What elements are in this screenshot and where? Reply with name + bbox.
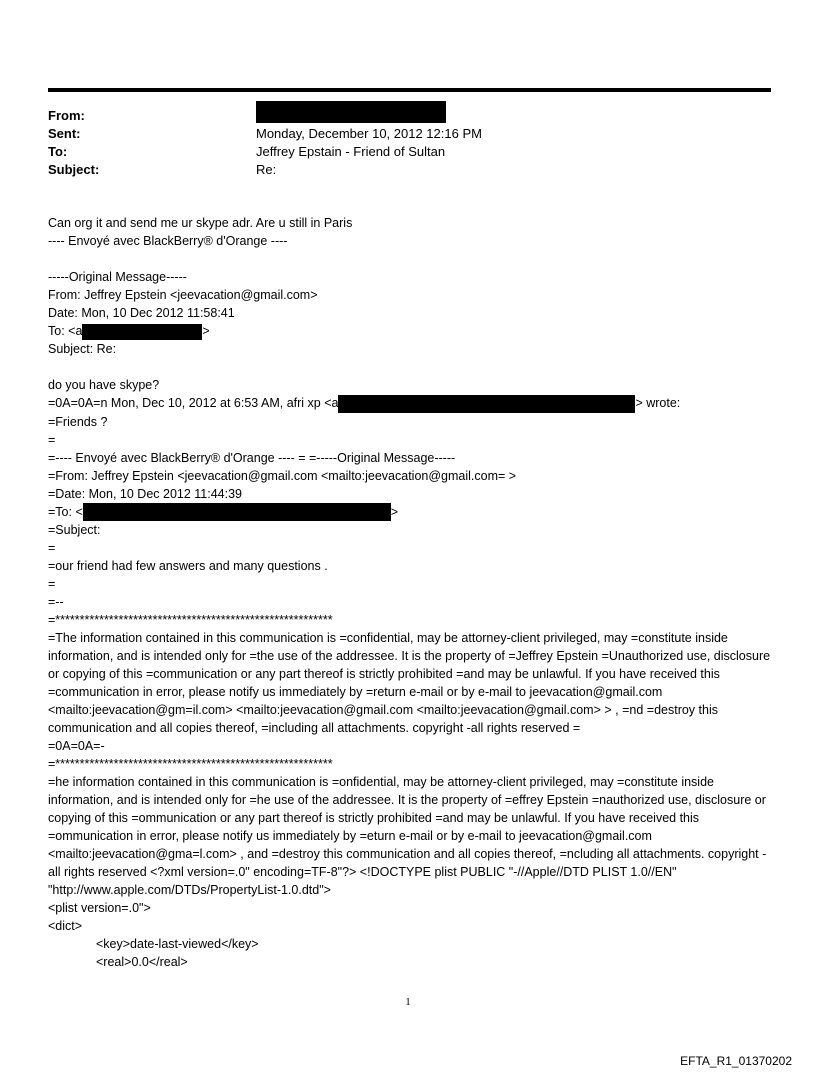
- document-id: EFTA_R1_01370202: [680, 1054, 792, 1068]
- disclaimer-paragraph: =The information contained in this communication is =confidential, may be attorney-client privileged, may =constitute inside information, and is intended only for =the use of the addressee. It is the property of =Jeffrey Epstein =Unauthorized use, disclosure or copying of this =communication or any part thereof is strictly prohibited =and may be unlawful. If you have received this =communication in error, please notify us immediately by =return e-mail or by e-mail to jeevacation@gmail.com <mailto:jeevacation@gm=il.com> <mailto:jeevacation@gmail.com <mailto:jeevacation@gmail.com> > , =nd =destroy this communication and all copies thereof, =including all attachments. copyright -all rights reserved =: [48, 631, 771, 736]
- subject-value: Re:: [256, 162, 277, 177]
- body-line: =Subject:: [48, 523, 101, 538]
- body-line: Can org it and send me ur skype adr. Are u still in Paris: [48, 216, 353, 230]
- redaction-block: [82, 324, 202, 340]
- body-line: =*********************************************************: [48, 613, 333, 628]
- body-line: =Friends ?: [48, 414, 108, 429]
- body-line: =--: [48, 595, 64, 610]
- body-line: Subject: Re:: [48, 342, 117, 356]
- to-value: Jeffrey Epstain - Friend of Sultan: [256, 144, 446, 159]
- body-line: =: [48, 432, 56, 447]
- sent-value: Monday, December 10, 2012 12:16 PM: [256, 126, 482, 141]
- from-redaction: [256, 101, 446, 123]
- redaction-block: [338, 395, 635, 413]
- page-number: 1: [405, 996, 411, 1008]
- redaction-block: [83, 503, 391, 521]
- header-rule: [48, 88, 771, 92]
- body-line-to2: =To: < >: [48, 503, 773, 522]
- body-line: <plist version=.0">: [48, 901, 151, 916]
- subject-label: Subject:: [48, 162, 100, 177]
- body-line: =*********************************************************: [48, 757, 333, 772]
- body-line: =: [48, 541, 56, 556]
- body-line: do you have skype?: [48, 378, 160, 392]
- body-line: =: [48, 577, 56, 592]
- body-line: =our friend had few answers and many questions .: [48, 559, 328, 574]
- sent-label: Sent:: [48, 126, 81, 141]
- body-line: =0A=0A=-: [48, 739, 105, 754]
- body-line: <real>0.0</real>: [96, 955, 188, 970]
- to-label: To:: [48, 144, 68, 159]
- body-line: -----Original Message-----: [48, 270, 187, 284]
- body-line: =From: Jeffrey Epstein <jeevacation@gmail.com <mailto:jeevacation@gmail.com= >: [48, 468, 517, 483]
- disclaimer-paragraph: =he information contained in this communication is =onfidential, may be attorney-client privileged, may =constitute inside information, and is intended only for =he use of the addressee. It is the property of =effrey Epstein =nauthorized use, disclosure or copying of this =ommunication or any part thereof is strictly prohibited =and may be unlawful. If you have received this =ommunication in error, please notify us immediately by =eturn e-mail or by e-mail to jeevacation@gmail.com <mailto:jeevacation@gma=l.com> , and =destroy this communication and all copies thereof, =ncluding all attachments. copyright -all rights reserved <?xml version=.0" encoding=TF-8"?> <!DOCTYPE plist PUBLIC "-//Apple//DTD PLIST 1.0//EN" "http://www.apple.com/DTDs/PropertyList-1.0.dtd">: [48, 775, 767, 898]
- body-line-wrote: =0A=0A=n Mon, Dec 10, 2012 at 6:53 AM, afri xp <a > wrote:: [48, 394, 773, 413]
- body-line: =---- Envoyé avec BlackBerry® d'Orange ---- = =-----Original Message-----: [48, 450, 456, 465]
- from-label: From:: [48, 108, 85, 123]
- body-line: <key>date-last-viewed</key>: [96, 937, 259, 952]
- body-line-to: To: <a >: [48, 324, 210, 338]
- body-line: =Date: Mon, 10 Dec 2012 11:44:39: [48, 486, 243, 501]
- body-line: ---- Envoyé avec BlackBerry® d'Orange ----: [48, 234, 288, 248]
- body-line: <dict>: [48, 919, 83, 934]
- email-body: [48, 214, 773, 971]
- body-line: From: Jeffrey Epstein <jeevacation@gmail.com>: [48, 288, 318, 302]
- body-line: Date: Mon, 10 Dec 2012 11:58:41: [48, 306, 235, 320]
